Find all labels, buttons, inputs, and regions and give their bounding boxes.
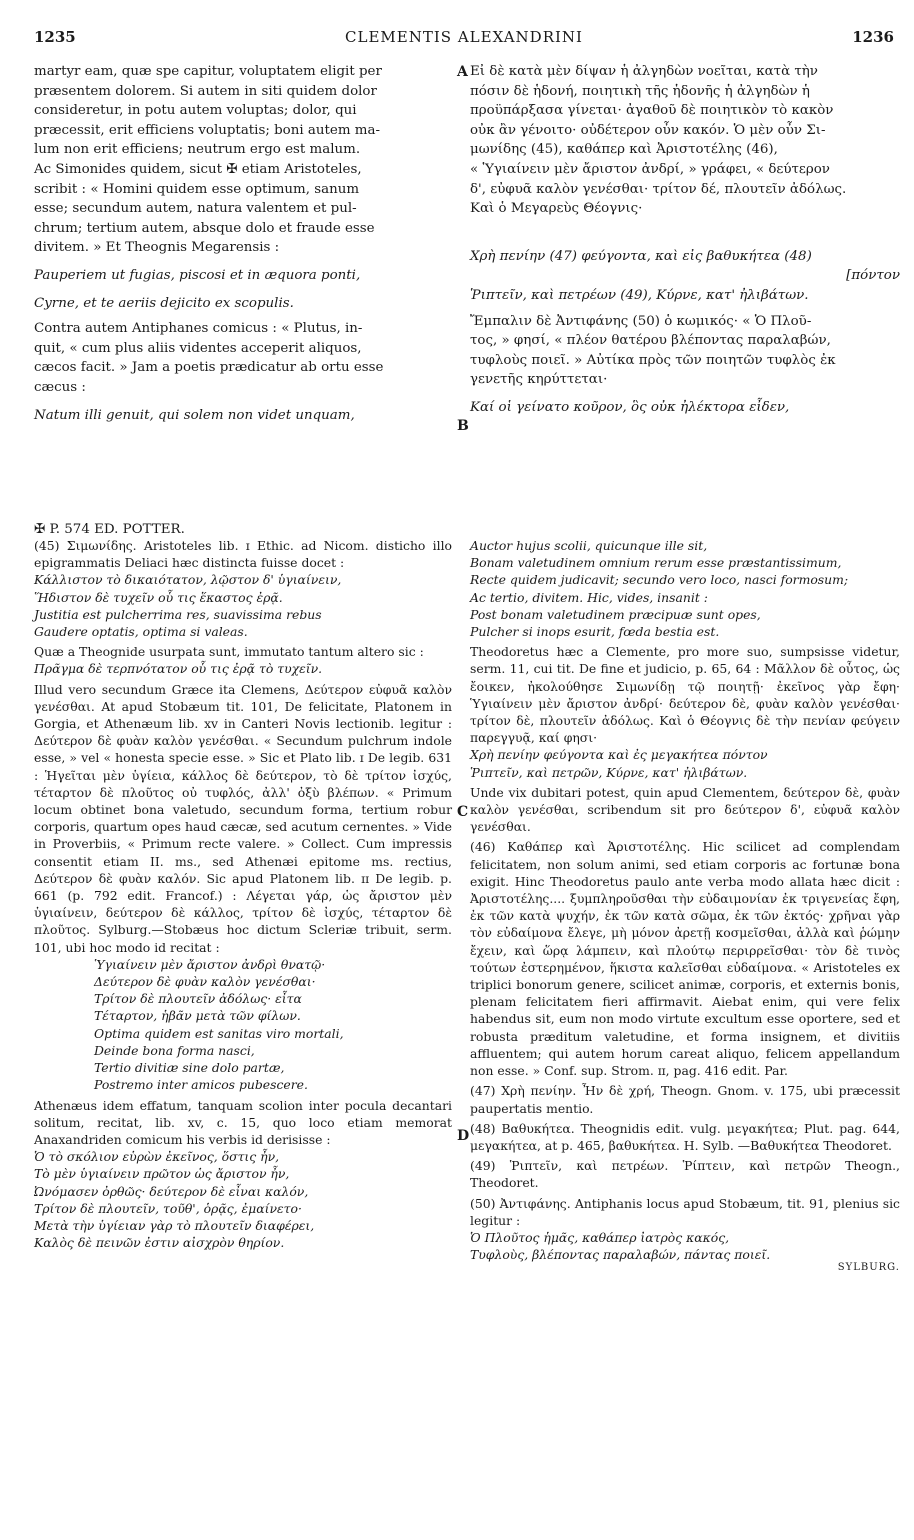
edition-reference: ✠ P. 574 ED. POTTER. [34, 522, 185, 537]
verse-line: Natum illi genuit, qui solem non videt unquam, [34, 407, 355, 423]
text-line: cæcos facit. » Jam a poetis prædicatur ab ortu esse [34, 360, 384, 376]
note-verse-line: Ῥιπτεῖν, καὶ πετρῶν, Κύρνε, κατ' ἠλιβάτων. [470, 764, 748, 780]
verse-line: Cyrne, et te aeriis dejicito ex scopulis. [34, 295, 294, 311]
note-verse-line: Bonam valetudinem omnium rerum esse præstantissimum, [470, 555, 842, 571]
note-verse-line: Ὁ τὸ σκόλιον εὑρὼν ἐκεῖνος, ὅστις ἦν, [34, 1149, 280, 1165]
note-verse-line: Τυφλοὺς, βλέποντας παραλαβών, πάντας ποιεῖ. [470, 1247, 771, 1263]
margin-mark-d: D [457, 1128, 470, 1144]
note-verse-line: Recte quidem judicavit; secundo vero loco, nasci formosum; [470, 572, 849, 588]
text-line: τυφλοὺς ποιεῖ. » Αὐτίκα πρὸς τῶν ποιητῶν τυφλὸς ἐκ [470, 352, 836, 368]
note-paragraph: (45) Σιμωνίδης. Aristoteles lib. ɪ Ethic. ad Nicom. disticho illo epigrammatis Deliaci hæc distincta fuisse docet : [34, 538, 452, 571]
note-verse-line: Tertio divitiæ sine dolo partæ, [94, 1060, 285, 1076]
text-line: consideretur, in potu autem voluptas; dolor, qui [34, 103, 357, 119]
note-paragraph: (47) Χρὴ πενίην. Ἦν δὲ χρή, Theogn. Gnom. v. 175, ubi præcessit paupertatis mentio. [470, 1083, 900, 1116]
note-paragraph: (49) Ῥιπτεῖν, καὶ πετρέων. Ῥίπτειν, καὶ πετρῶν Theogn., Theodoret. [470, 1158, 900, 1191]
page-number-right: 1236 [852, 28, 894, 46]
text-line: Ἔμπαλιν δὲ Ἀντιφάνης (50) ὁ κωμικός· « Ὁ Πλοῦ- [470, 313, 812, 329]
text-line: τος, » φησί, « πλέον θατέρου βλέποντας παραλαβών, [470, 333, 831, 349]
margin-mark-b: B [457, 418, 469, 434]
note-verse-line: Καλὸς δὲ πεινῶν ἐστιν αἰσχρὸν θηρίον. [34, 1235, 285, 1251]
notes-column-right [470, 537, 900, 1277]
verse-line: [πόντον [846, 268, 900, 284]
note-verse-line: Justitia est pulcherrima res, suavissima rebus [34, 606, 322, 622]
margin-mark-c: C [457, 804, 469, 820]
note-verse-line: Χρὴ πενίην φεύγοντα καὶ ἐς μεγακήτεα πόντον [470, 747, 768, 763]
running-header [34, 28, 894, 54]
note-verse-line: Deinde bona forma nasci, [94, 1042, 255, 1058]
note-verse-line: Τρίτον δὲ πλουτεῖν, τοῦθ', ὁρᾷς, ἐμαίνετο· [34, 1200, 302, 1216]
running-title: CLEMENTIS ALEXANDRINI [345, 28, 583, 46]
note-verse-line: Optima quidem est sanitas viro mortali, [94, 1025, 344, 1041]
text-line: cæcus : [34, 379, 86, 395]
note-paragraph: (46) Καθάπερ καὶ Ἀριστοτέλης. Hic scilicet ad complendam felicitatem, non solum animi, sed etiam corporis ac fortunæ bona exigit. Hinc Theodoretus paulo ante verba modo allata hæc dicit : Ἀριστοτέλης.... ξυμπληροῦσθαι τὴν εὐδαιμονίαν ἐκ τριγενείας ἔφη, ἐκ τῶν κατὰ ψυχήν, ἐκ τῶν κατὰ σῶμα, ἐκ τῶν ἐκτός· χρῆναι γὰρ τὸν εὐδαίμονα ἔλεγε, μὴ μόνον ἀρετῇ κοσμεῖσθαι, ἀλλὰ καὶ ῥώμην ἔχειν, καὶ ὥρᾳ λάμπειν, καὶ πλούτῳ περιρρεῖσθαι· τὸν δὲ τινὸς τούτων ἐστερημένον, ἥκιστα καλεῖσθαι εὐδαίμονα. « Aristoteles ex triplici bonorum genere, scilicet animæ, corporis, et externis bonis, plenam felicitatem fieri affirmavit. Aiebat enim, qui vere felix habendus sit, eum non modo virtute excultum esse oportere, sed et robusta præditum valetudine, et forma insignem, et divitiis affluentem; qui autem horum careat aliquo, felicem appellandum non esse. » Conf. sup. Strom. ɪɪ, pag. 416 edit. Par. [470, 839, 900, 1079]
notes-column-left [34, 537, 452, 1251]
note-verse-line: Κάλλιστον τὸ δικαιότατον, λῷστον δ' ὑγιαίνειν, [34, 572, 342, 588]
latin-text-column [34, 62, 452, 425]
note-verse-line: Ac tertio, divitem. Hic, vides, insanit : [470, 589, 708, 605]
note-verse-line: Post bonam valetudinem præcipuæ sunt opes, [470, 606, 761, 622]
note-paragraph: (50) Ἀντιφάνης. Antiphanis locus apud Stobæum, tit. 91, plenius sic legitur : [470, 1195, 900, 1228]
note-verse-line: Τέταρτον, ἡβᾶν μετὰ τῶν φίλων. [94, 1008, 301, 1024]
note-verse-line: Ὁ Πλοῦτος ἡμᾶς, καθάπερ ἰατρὸς κακός, [470, 1229, 730, 1245]
note-paragraph: Quæ a Theognide usurpata sunt, immutato tantum altero sic : [34, 644, 424, 660]
note-verse-line: Ὠνόμασεν ὀρθῶς· δεύτερον δὲ εἶναι καλόν, [34, 1183, 309, 1199]
text-line: πόσιν δὲ ἡδονή, ποιητικὴ τῆς ἡδονῆς ἡ ἀλγηδὼν ἡ [470, 83, 810, 99]
text-line: chrum; tertium autem, absque dolo et fraude esse [34, 220, 375, 236]
note-verse-line: Μετὰ τὴν ὑγίειαν γὰρ τὸ πλουτεῖν διαφέρει, [34, 1217, 315, 1233]
note-verse-line: Ἥδιστον δὲ τυχεῖν οὗ τις ἕκαστος ἐρᾷ. [34, 589, 283, 605]
text-line: præcessit, erit efficiens voluptatis; boni autem ma- [34, 122, 380, 138]
note-verse-line: Ὑγιαίνειν μὲν ἄριστον ἀνδρὶ θνατῷ· [94, 956, 326, 972]
text-line: γενετῆς κηρύττεται· [470, 372, 608, 388]
page-number-left: 1235 [34, 28, 76, 46]
verse-line: Ῥιπτεῖν, καὶ πετρέων (49), Κύρνε, κατ' ἠλιβάτων. [470, 287, 809, 303]
text-line: Ac Simonides quidem, sicut ✠ etiam Aristoteles, [34, 161, 362, 177]
verse-line: Καί οἱ γείνατο κοῦρον, ὃς οὐκ ἠλέκτορα εἶδεν, [470, 399, 790, 415]
text-line: esse; secundum autem, natura valentem et pul- [34, 201, 357, 217]
note-paragraph: (48) Βαθυκήτεα. Theognidis edit. vulg. μεγακήτεα; Plut. pag. 644, μεγακήτεα, at p. 465, βαθυκήτεα. H. Sylb. —Βαθυκήτεα Theodoret. [470, 1120, 900, 1153]
note-verse-line: Τρίτον δὲ πλουτεῖν ἀδόλως· εἶτα [94, 991, 302, 1007]
note-verse-line: Postremo inter amicos pubescere. [94, 1077, 308, 1093]
greek-text-column [470, 62, 900, 418]
margin-mark-a: A [457, 64, 468, 80]
note-paragraph: Athenæus idem effatum, tanquam scolion inter pocula decantari solitum, recitat, lib. xv, c. 15, quo loco etiam memorat Anaxandriden comicum his verbis id derisisse : [34, 1097, 452, 1147]
text-line: scribit : « Homini quidem esse optimum, sanum [34, 181, 360, 197]
note-paragraph: Illud vero secundum Græce ita Clemens, Δεύτερον εὐφυᾶ καλὸν γενέσθαι. At apud Stobæum tit. 101, De felicitate, Platonem in Gorgia, et Athenæum lib. xv in Canteri Novis lectionib. legitur : Δεύτερον δὲ φυὰν καλὸν γενέσθαι. « Secundum pulchrum indole esse, » vel « honesta specie esse. » Sic et Plato lib. ɪ De legib. 631 : Ἡγεῖται μὲν ὑγίεια, κάλλος δὲ δεύτερον, τὸ δὲ τρίτον ἰσχύς, τέταρτον δὲ πλοῦτος οὐ τυφλός, ἀλλ' ὀξὺ βλέπων. « Primum locum obtinet bona valetudo, secundum forma, tertium robur corporis, quartum opes haud cæcæ, sed acutum cernentes. » Vide in Proverbiis, « Primum recte valere. » Collect. Cum impressis consentit etiam II. ms., sed Athenæi epitome ms. rectius, Δεύτερον δὲ φυὰν καλόν. Sic apud Platonem lib. ɪɪ De legib. p. 661 (p. 792 edit. Francof.) : Λέγεται γάρ, ὡς ἄριστον μὲν ὑγιαίνειν, δεύτερον δὲ κάλλος, τρίτον δὲ ἰσχύς, τέταρτον δὲ πλοῦτος. Sylburg.—Stobæus hoc dictum Scleriæ tribuit, serm. 101, ubi hoc modo id recitat : [34, 681, 452, 955]
note-verse-line: Auctor hujus scolii, quicunque ille sit, [470, 538, 708, 553]
text-line: Contra autem Antiphanes comicus : « Plutus, in- [34, 321, 363, 337]
text-line: Εἰ δὲ κατὰ μὲν δίψαν ἡ ἀλγηδὼν νοεῖται, κατὰ τὴν [470, 64, 818, 79]
text-line: præsentem dolorem. Si autem in siti quidem dolor [34, 83, 377, 99]
text-line: Καὶ ὁ Μεγαρεὺς Θέογνις· [470, 201, 643, 217]
text-line: « Ὑγιαίνειν μὲν ἄριστον ἀνδρί, » γράφει, « δεύτερον [470, 161, 830, 177]
note-verse-line: Πρᾶγμα δὲ τερπνότατον οὗ τις ἐρᾷ τὸ τυχεῖν. [34, 661, 323, 677]
text-line: quit, « cum plus aliis videntes acceperit aliquos, [34, 340, 362, 356]
note-verse-line: Pulcher si inops esurit, fœda bestia est. [470, 624, 720, 640]
text-line: μωνίδης (45), καθάπερ καὶ Ἀριστοτέλης (46), [470, 142, 778, 158]
note-verse-line: Τὸ μὲν ὑγιαίνειν πρῶτον ὡς ἄριστον ἦν, [34, 1166, 290, 1182]
verse-line: Pauperiem ut fugias, piscosi et in æquora ponti, [34, 267, 361, 283]
text-line: lum non erit efficiens; neutrum ergo est malum. [34, 142, 361, 158]
text-line: δ', εὐφυᾶ καλὸν γενέσθαι· τρίτον δέ, πλουτεῖν ἀδόλως. [470, 181, 847, 197]
note-verse-line: Gaudere optatis, optima si valeas. [34, 624, 248, 640]
note-verse-line: Δεύτερον δὲ φυὰν καλὸν γενέσθαι· [94, 974, 316, 990]
signature: SYLBURG. [837, 1262, 900, 1274]
verse-line: Χρὴ πενίην (47) φεύγοντα, καὶ εἰς βαθυκήτεα (48) [470, 248, 812, 264]
text-line: martyr eam, quæ spe capitur, voluptatem eligit per [34, 64, 382, 79]
note-paragraph: Unde vix dubitari potest, quin apud Clementem, δεύτερον δὲ, φυὰν καλὸν γενέσθαι, scribendum sit pro δεύτερον δ', εὐφυᾶ καλὸν γενέσθαι. [470, 784, 900, 835]
text-line: οὐκ ἂν γένοιτο· οὐδέτερον οὖν κακόν. Ὁ μὲν οὖν Σι- [470, 122, 826, 138]
note-paragraph: Theodoretus hæc a Clemente, pro more suo, sumpsisse videtur, serm. 11, cui tit. De fine et judicio, p. 65, 64 : Μᾶλλον δὲ οὗτος, ὡς ἔοικεν, ἠκολούθησε Σιμωνίδῃ τῷ ποιητῇ· ἐκεῖνος γὰρ ἔφη· Ὑγιαίνειν μὲν ἄριστον ἀνδρί· δεύτερον δὲ, φυὰν καλὸν γενέσθαι· τρίτον δὲ, πλουτεῖν ἀδόλως. Καὶ ὁ Θέογνις δὲ τὴν πενίαν φεύγειν παρεγγυᾷ, καί φησι· [470, 644, 900, 746]
text-line: προϋπάρξασα γίνεται· ἀγαθοῦ δὲ ποιητικὸν τὸ κακὸν [470, 103, 834, 119]
text-line: divitem. » Et Theognis Megarensis : [34, 240, 280, 256]
